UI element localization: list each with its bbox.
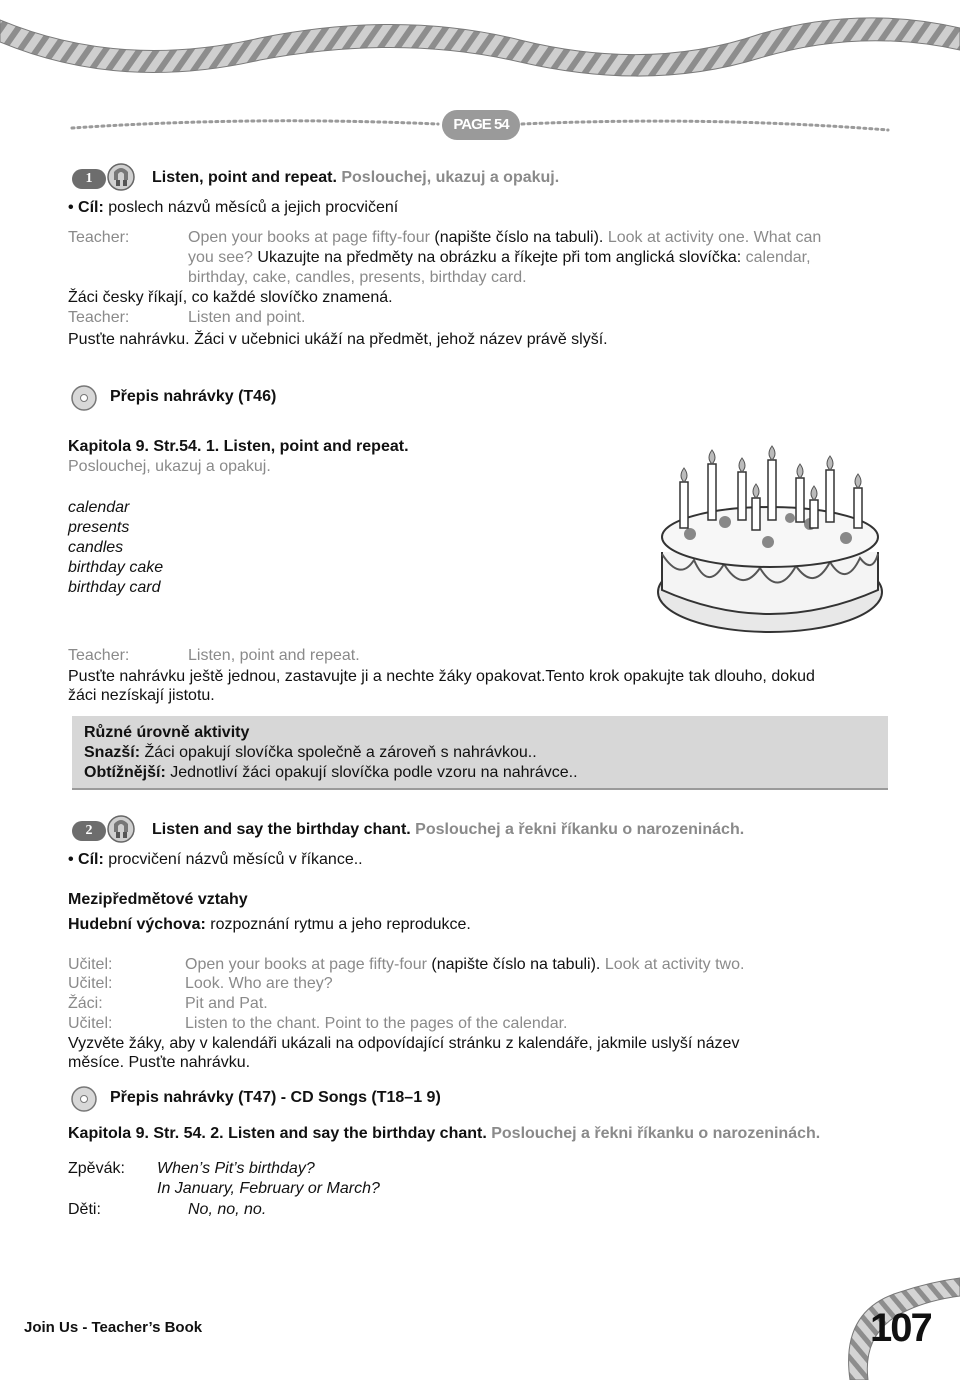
word-item: birthday cake <box>68 559 164 576</box>
music-education: Hudební výchova: rozpoznání rytmu a jeho reprodukce. <box>68 916 471 933</box>
transcript-line: Kapitola 9. Str.54. 1. Listen, point and repeat. <box>68 438 409 455</box>
cd-icon <box>70 1085 98 1113</box>
book-title: Join Us - Teacher’s Book <box>24 1319 203 1336</box>
chant-line: No, no, no. <box>188 1201 267 1218</box>
transcript-line-cz: Poslouchej, ukazuj a opakuj. <box>68 458 271 475</box>
birthday-cake-illustration <box>650 442 890 642</box>
harder-level: Obtížnější: Jednotliví žáci opakují slovíčka podle vzoru na nahrávce.. <box>84 764 578 781</box>
word-item: candles <box>68 539 124 556</box>
teacher-label: Teacher: <box>68 229 130 246</box>
transcript-heading: Přepis nahrávky (T47) - CD Songs (T18–1 9) <box>110 1089 441 1106</box>
activity-levels-box <box>72 716 888 790</box>
easier-level: Snazší: Žáci opakují slovíčka společně a zároveň s nahrávkou.. <box>84 744 537 761</box>
activity-number-badge: 1 <box>72 169 106 189</box>
chant-line: In January, February or March? <box>157 1180 380 1197</box>
top-ribbon-decoration <box>0 0 960 90</box>
teacher-line-3: birthday, cake, candles, presents, birthday card. <box>188 269 527 286</box>
teacher-label: Teacher: <box>68 647 130 664</box>
cd-icon <box>70 384 98 412</box>
chant-line: When’s Pit’s birthday? <box>157 1160 315 1177</box>
activity-goal: • Cíl: procvičení názvů měsíců v říkance.. <box>68 851 363 868</box>
page-number: 107 <box>870 1306 931 1350</box>
dialogue-line: Pit and Pat. <box>185 995 268 1012</box>
pupils-line: Žáci česky říkají, co každé slovíčko znamená. <box>68 289 393 306</box>
page-badge: PAGE 54 <box>442 110 520 140</box>
dialogue-line: Open your books at page fifty-four (napište číslo na tabuli). Look at activity two. <box>185 956 745 973</box>
speaker-label: Učitel: <box>68 1015 113 1032</box>
chant-instruction-1: Vyzvěte žáky, aby v kalendáři ukázali na odpovídající stránku z kalendáře, jakmile uslyší název <box>68 1035 740 1052</box>
activity-title: Listen, point and repeat. Poslouchej, ukazuj a opakuj. <box>152 169 560 186</box>
speaker-label: Učitel: <box>68 975 113 992</box>
speaker-label: Žáci: <box>68 995 103 1012</box>
dialogue-line: Listen to the chant. Point to the pages of the calendar. <box>185 1015 568 1032</box>
cross-curricular-heading: Mezipředmětové vztahy <box>68 891 248 908</box>
listen-icon <box>104 812 138 846</box>
word-item: presents <box>68 519 130 536</box>
activity-title: Listen and say the birthday chant. Poslouchej a řekni říkanku o narozeninách. <box>152 821 745 838</box>
transcript-heading: Přepis nahrávky (T46) <box>110 388 277 405</box>
speaker-label: Učitel: <box>68 956 113 973</box>
chant-instruction-2: měsíce. Pusťte nahrávku. <box>68 1054 251 1071</box>
teacher-line-2: you see? Ukazujte na předměty na obrázku a říkejte při tom anglická slovíčka: calendar, <box>188 249 811 266</box>
dialogue-line: Look. Who are they? <box>185 975 333 992</box>
word-item: birthday card <box>68 579 161 596</box>
teacher-line-1: Open your books at page fifty-four (napište číslo na tabuli). Look at activity one. What can <box>188 229 822 246</box>
transcript-line: Kapitola 9. Str. 54. 2. Listen and say the birthday chant. Poslouchej a řekni říkanku o narozeninách. <box>68 1125 821 1142</box>
play-instruction: Pusťte nahrávku. Žáci v učebnici ukáží na předmět, jehož název právě slyší. <box>68 331 608 348</box>
repeat-instruction-2: žáci nezískají jistotu. <box>68 687 215 704</box>
singer-label: Zpěvák: <box>68 1160 125 1177</box>
teacher-label: Teacher: <box>68 309 130 326</box>
repeat-instruction-1: Pusťte nahrávku ještě jednou, zastavujte ji a nechte žáky opakovat.Tento krok opakujte tak dlouho, dokud <box>68 668 815 685</box>
listen-icon <box>104 160 138 194</box>
kids-label: Děti: <box>68 1201 101 1218</box>
levels-title: Různé úrovně aktivity <box>84 724 250 741</box>
activity-number-badge: 2 <box>72 821 106 841</box>
teacher-line: Listen, point and repeat. <box>188 647 360 664</box>
teacher-line: Listen and point. <box>188 309 306 326</box>
activity-goal: • Cíl: poslech názvů měsíců a jejich procvičení <box>68 199 399 216</box>
word-item: calendar <box>68 499 130 516</box>
